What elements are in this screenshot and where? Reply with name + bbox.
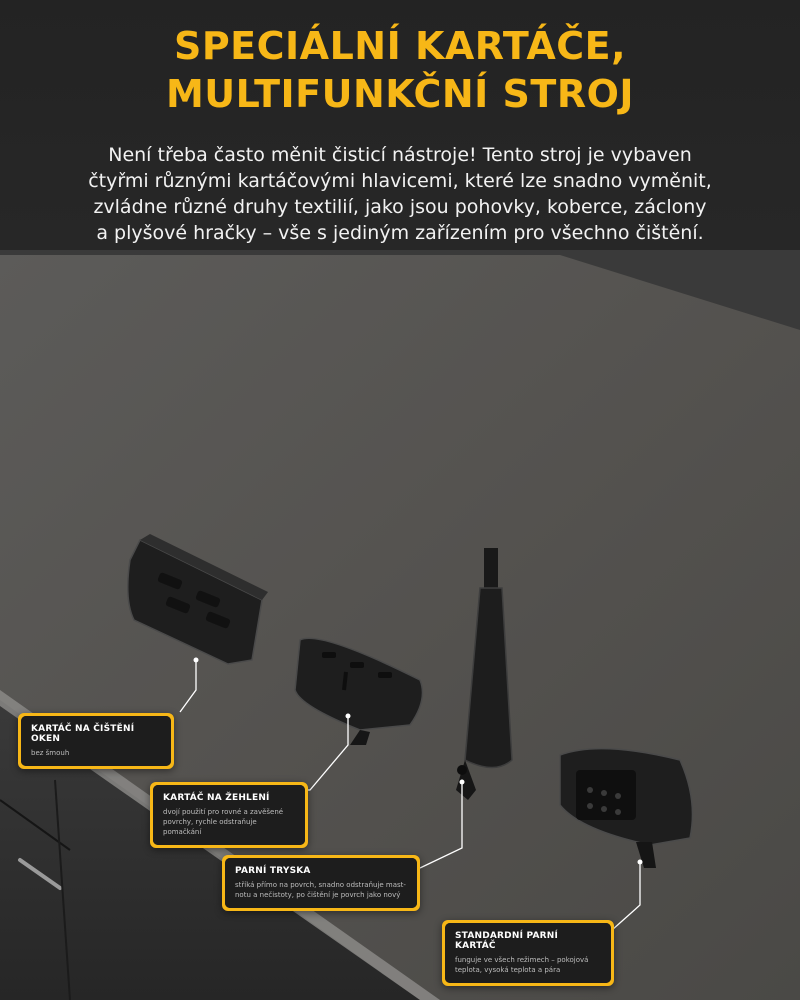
callout-steam-nozzle xyxy=(222,855,420,911)
callout-title: STANDARDNÍ PARNÍ KARTÁČ xyxy=(445,923,611,955)
callout-ironing-brush xyxy=(150,782,308,848)
title-line-1: SPECIÁLNÍ KARTÁČE, xyxy=(173,24,627,68)
callout-description xyxy=(21,748,171,766)
callout-line: notu a nečistoty, po čištění je povrch jako nový xyxy=(235,891,401,899)
callout-title: KARTÁČ NA ČIŠTĚNÍ OKEN xyxy=(21,716,171,748)
callout-line: dvojí použití pro rovné a zavěšené xyxy=(163,808,284,816)
intro-line-3: zvládne různé druhy textilií, jako jsou pohovky, koberce, záclony xyxy=(93,196,707,218)
callout-line: funguje ve všech režimech – pokojová xyxy=(455,956,589,964)
intro-line-4: a plyšové hračky – vše s jediným zařízením pro všechno čištění. xyxy=(96,222,704,244)
callout-description xyxy=(445,955,611,983)
callout-line: pomačkání xyxy=(163,828,202,836)
intro-paragraph xyxy=(30,142,770,246)
callout-description xyxy=(225,880,417,908)
callout-line: bez šmouh xyxy=(31,749,70,757)
callout-standard-brush xyxy=(442,920,614,986)
callout-title: PARNÍ TRYSKA xyxy=(225,858,417,880)
callout-line: teplota, vysoká teplota a pára xyxy=(455,966,561,974)
callout-description xyxy=(153,807,305,845)
callout-line: povrchy, rychle odstraňuje xyxy=(163,818,257,826)
callout-title: KARTÁČ NA ŽEHLENÍ xyxy=(153,785,305,807)
intro-line-1: Není třeba často měnit čisticí nástroje! Tento stroj je vybaven xyxy=(108,144,692,166)
title-line-2: MULTIFUNKČNÍ STROJ xyxy=(165,72,635,116)
callout-line: stříká přímo na povrch, snadno odstraňuje mast- xyxy=(235,881,406,889)
page-title xyxy=(0,22,800,118)
intro-line-2: čtyřmi různými kartáčovými hlavicemi, které lze snadno vyměnit, xyxy=(88,170,712,192)
callout-window-brush xyxy=(18,713,174,769)
